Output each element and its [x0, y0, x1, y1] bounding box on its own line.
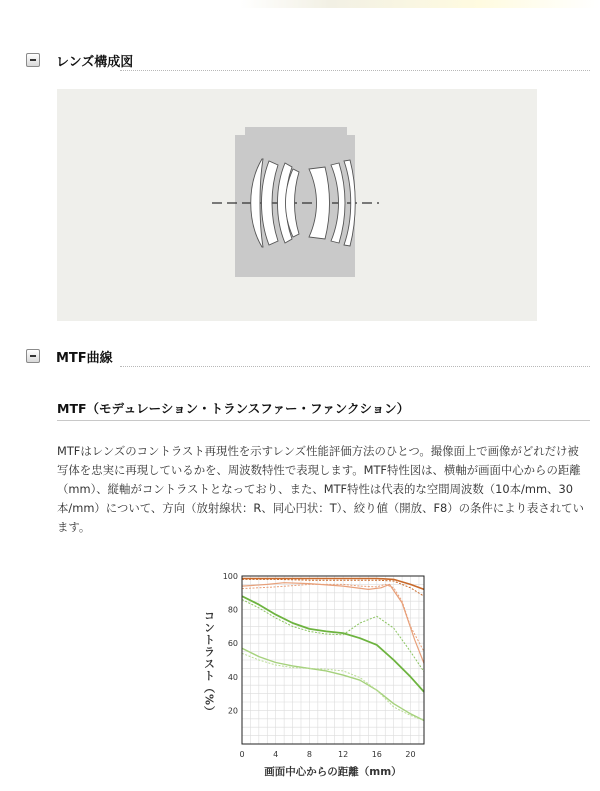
- mtf-y-axis-label: コントラスト（%）: [202, 610, 216, 719]
- y-tick-label: 80: [227, 605, 238, 615]
- mtf-description: MTFはレンズのコントラスト再現性を示すレンズ性能評価方法のひとつ。撮像面上で画像がどれだけ被写体を忠実に再現しているかを、周波数特性で表現します。MTF特性図は、横軸が画面中心からの距離（mm）、縦軸がコントラストとなっており、また、MTF特性は代表的な空間周波数（10本/mm、30本/mm）について、方向（放射線状：R、同心円状：T）、絞り値（開放、F8）の条件により表されています。: [57, 444, 584, 534]
- y-tick-label: 100: [222, 572, 238, 581]
- x-tick-label: 8: [306, 750, 312, 759]
- mtf-subtitle-rule: [57, 420, 590, 421]
- lens-diagram-svg: [57, 89, 537, 321]
- lens-diagram: [57, 89, 537, 321]
- mtf-section-rule: [120, 366, 590, 367]
- lens-mount-notch: [241, 161, 247, 167]
- mtf-subtitle: MTF（モデュレーション・トランスファー・ファンクション）: [57, 401, 410, 416]
- mtf-section-title: MTF曲線: [56, 350, 113, 366]
- x-tick-label: 0: [239, 750, 245, 759]
- top-decor-band: [0, 0, 600, 8]
- y-tick-label: 20: [227, 706, 238, 716]
- x-tick-label: 12: [338, 750, 349, 759]
- lens-section-rule: [120, 70, 590, 71]
- collapse-lens-section-icon[interactable]: [26, 53, 40, 67]
- x-tick-label: 20: [405, 750, 416, 759]
- x-tick-label: 16: [371, 750, 382, 759]
- mtf-chart: [190, 560, 450, 785]
- x-tick-label: 4: [273, 750, 279, 759]
- lens-section-header[interactable]: [26, 50, 133, 70]
- mtf-section-header[interactable]: [26, 346, 113, 366]
- y-tick-label: 40: [227, 672, 238, 682]
- y-tick-label: 60: [227, 639, 238, 649]
- lens-section-title: レンズ構成図: [56, 54, 134, 70]
- mtf-x-axis-label: 画面中心からの距離（mm）: [264, 766, 402, 778]
- collapse-mtf-section-icon[interactable]: [26, 349, 40, 363]
